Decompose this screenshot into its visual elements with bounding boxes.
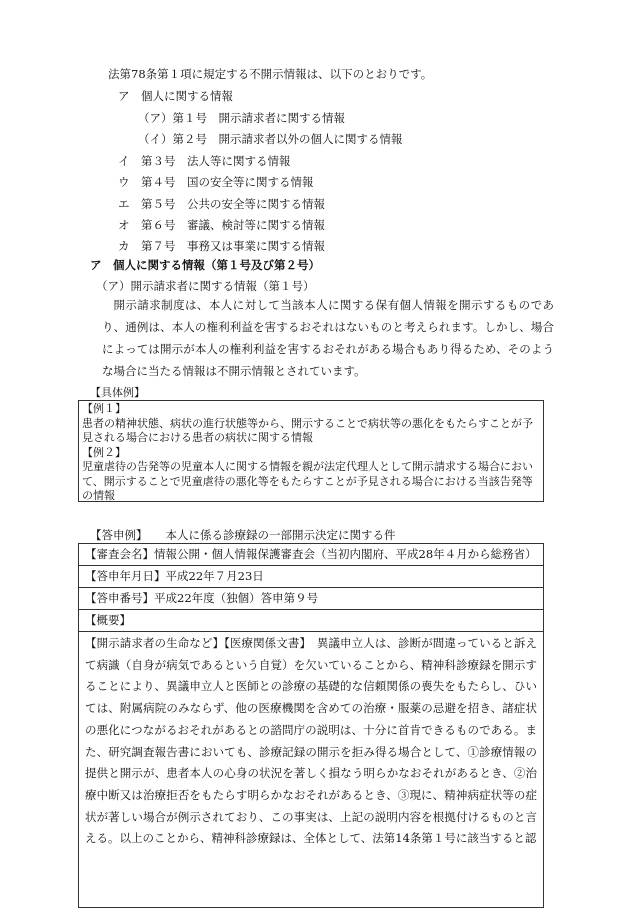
case-row-value: 平成22年度（独個）答申第９号: [154, 591, 319, 605]
category-item-7-business: カ 第７号 事務又は事業に関する情報: [118, 239, 325, 253]
intro-sentence: 法第78条第１項に規定する不開示情報は、以下のとおりです。: [108, 67, 433, 81]
case-row-label: 【答申番号】: [85, 591, 154, 605]
case-box: [78, 543, 544, 908]
case-row-label: 【審査会名】: [85, 547, 154, 561]
overview-label: 【概要】: [85, 613, 131, 627]
case-heading: [90, 527, 396, 544]
category-personal-info: ア 個人に関する情報: [118, 89, 233, 103]
category-item-6-deliberation: オ 第６号 審議、検討等に関する情報: [118, 218, 325, 232]
category-item-2-other-individual: （イ）第２号 開示請求者以外の個人に関する情報: [138, 132, 403, 146]
case-row-overview-label: [79, 610, 543, 632]
case-row-committee: [79, 544, 543, 566]
example-2-label: 【例２】: [82, 445, 126, 459]
category-item-3-corporation: イ 第３号 法人等に関する情報: [118, 154, 291, 168]
examples-heading: 【具体例】: [90, 386, 145, 399]
case-row-date: [79, 566, 543, 588]
body-paragraph: 開示請求制度は、本人に対して当該本人に関する保有個人情報を開示するものであり、通例は、本人の権利利益を害するおそれはないものと考えられます。しかし、場合によっては開示が本人の権利利益を害するおそれがある場合もあり得るため、そのような場合に当たる情報は不開示情報とされています。: [102, 298, 554, 378]
example-2-text: 児童虐待の告発等の児童本人に関する情報を親が法定代理人として開示請求する場合において、開示することで児童虐待の悪化等をもたらすことが予見される場合における当該告発等の情報: [82, 460, 533, 502]
category-item-4-national-security: ウ 第４号 国の安全等に関する情報: [118, 175, 314, 189]
category-item-5-public-safety: エ 第５号 公共の安全等に関する情報: [118, 197, 325, 211]
case-row-value: 情報公開・個人情報保護審査会（当初内閣府、平成28年４月から総務省）: [154, 547, 537, 561]
subsection-heading: （ア）開示請求者に関する情報（第１号）: [96, 279, 315, 293]
overview-text: 【開示請求者の生命など】【医療関係文書】 異議申立人は、診断が間違っていると訴えて病識（自身が病気であるという自覚）を欠いていることから、精神科診療録を開示することにより、異議申立人と医師との診療の基礎的な信頼関係の喪失をもたらし、ひいては、附属病院のみならず、他の医療機関を含めての治療・服薬の忌避を招き、諸症状の悪化につながるおそれがあるとの諮問庁の説明は、十分に首肯できるものである。また、研究調査報告書においても、診療記録の開示を拒み得る場合として、①診療情報の提供と開示が、患者本人の心身の状況を著しく損なう明らかなおそれがあるとき、②治療中断又は治療拒否をもたらす明らかなおそれがあるとき、③現に、精神病症状等の症状が著しい場合が例示されており、この事実は、上記の説明内容を根拠付けるものと言える。以上のことから、精神科診療録は、全体として、法第14条第１号に該当すると認: [85, 636, 537, 846]
case-row-label: 【答申年月日】: [85, 569, 166, 583]
example-1-label: 【例１】: [82, 402, 126, 415]
section-heading: ア 個人に関する情報（第１号及び第２号）: [90, 258, 320, 272]
case-heading-label: 【答申例】: [90, 528, 148, 542]
case-row-value: 平成22年７月23日: [165, 569, 264, 583]
examples-box: [78, 400, 544, 502]
case-heading-title: 本人に係る診療録の一部開示決定に関する件: [165, 528, 396, 542]
category-item-1-requester: （ア）第１号 開示請求者に関する情報: [138, 111, 345, 125]
case-row-number: [79, 588, 543, 610]
example-1-text: 患者の精神状態、病状の進行状態等から、開示することで病状等の悪化をもたらすことが予見される場合における患者の病状に関する情報: [82, 416, 533, 444]
